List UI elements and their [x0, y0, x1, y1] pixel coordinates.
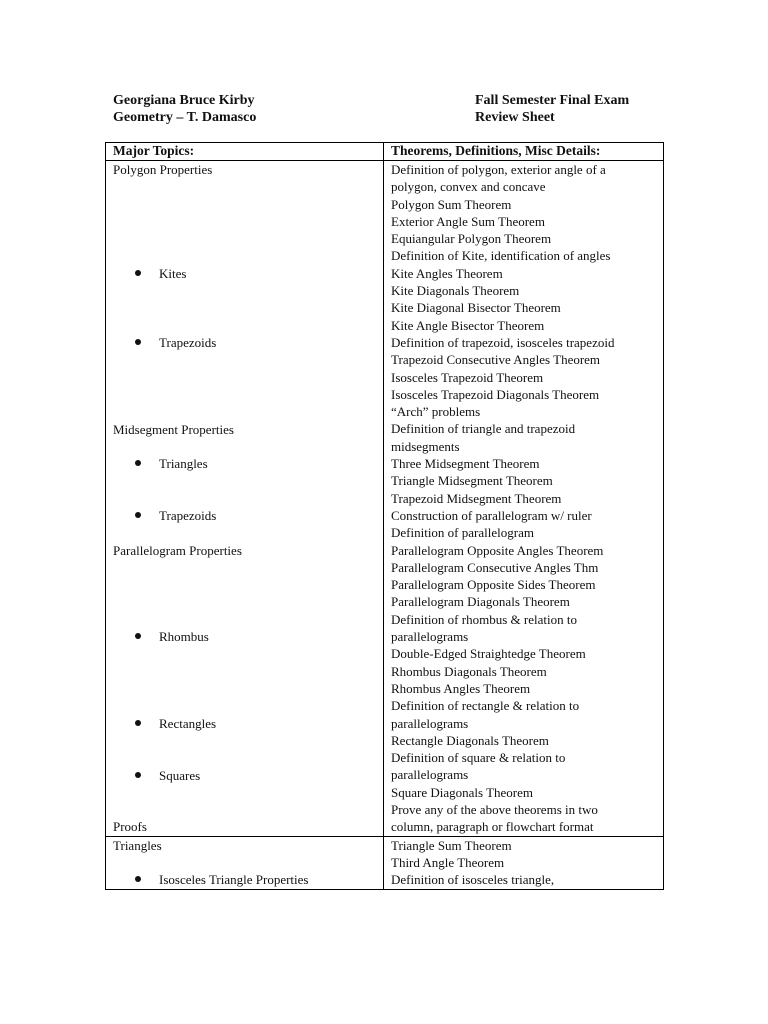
topics-cell — [106, 161, 384, 837]
topic-label: Squares — [159, 767, 201, 783]
topic-label: Isosceles Triangle Properties — [159, 872, 309, 888]
detail-item: Kite Angles Theorem — [391, 265, 503, 281]
detail-item: Parallelogram Consecutive Angles Thm — [391, 559, 599, 575]
detail-item: Construction of parallelogram w/ ruler — [391, 507, 592, 523]
subtopic-item — [135, 871, 308, 888]
detail-item: Exterior Angle Sum Theorem — [391, 213, 545, 229]
topic-item — [113, 421, 234, 438]
bullet-icon — [135, 720, 141, 726]
header-right — [475, 92, 629, 126]
review-table — [105, 142, 664, 890]
subtopic-item — [135, 265, 186, 282]
detail-item: parallelograms — [391, 715, 469, 731]
table-row — [106, 161, 664, 837]
subtopic-item — [135, 767, 200, 784]
detail-item: Kite Diagonals Theorem — [391, 283, 520, 299]
detail-item: Kite Angle Bisector Theorem — [391, 317, 545, 333]
subtopic-item — [135, 334, 216, 351]
detail-item: polygon, convex and concave — [391, 179, 546, 195]
detail-item: Third Angle Theorem — [391, 854, 505, 870]
detail-item: Definition of parallelogram — [391, 525, 534, 541]
bullet-icon — [135, 633, 141, 639]
detail-item: Kite Diagonal Bisector Theorem — [391, 300, 561, 316]
header-left — [113, 92, 256, 126]
detail-item: parallelograms — [391, 767, 469, 783]
topics-list — [113, 837, 376, 889]
topic-label: Rectangles — [159, 715, 217, 731]
bullet-icon — [135, 876, 141, 882]
topic-label: Kites — [159, 265, 187, 281]
exam-title: Fall Semester Final Exam — [475, 93, 630, 108]
topic-item — [113, 161, 212, 178]
sheet-title: Review Sheet — [475, 110, 555, 125]
detail-item: Prove any of the above theorems in two — [391, 801, 598, 817]
detail-item: Trapezoid Midsegment Theorem — [391, 490, 562, 506]
topic-item — [113, 818, 147, 835]
subtopic-item — [135, 507, 216, 524]
topic-item — [113, 837, 162, 854]
details-cell — [384, 161, 664, 837]
topic-label: Proofs — [113, 819, 147, 835]
detail-item: Isosceles Trapezoid Diagonals Theorem — [391, 386, 600, 402]
bullet-icon — [135, 772, 141, 778]
detail-item: Polygon Sum Theorem — [391, 196, 512, 212]
table-row — [106, 836, 664, 889]
bullet-icon — [135, 460, 141, 466]
detail-item: Definition of square & relation to — [391, 750, 566, 766]
school-name: Georgiana Bruce Kirby — [113, 93, 255, 108]
topic-label: Trapezoids — [159, 508, 217, 523]
topic-label: Triangles — [159, 456, 208, 472]
detail-item: Square Diagonals Theorem — [391, 784, 533, 800]
detail-item: Trapezoid Consecutive Angles Theorem — [391, 352, 601, 368]
subtopic-item — [135, 715, 216, 732]
detail-item: Isosceles Trapezoid Theorem — [391, 369, 544, 385]
details-list — [391, 837, 656, 889]
topics-cell — [106, 836, 384, 889]
detail-item: Parallelogram Opposite Sides Theorem — [391, 577, 596, 593]
topic-label: Parallelogram Properties — [113, 542, 242, 558]
detail-item: Rhombus Angles Theorem — [391, 680, 531, 696]
bullet-icon — [135, 512, 141, 518]
bullet-icon — [135, 270, 141, 276]
detail-item: Parallelogram Opposite Angles Theorem — [391, 542, 604, 558]
detail-item: midsegments — [391, 438, 460, 454]
detail-item: parallelograms — [391, 629, 469, 645]
detail-item: Definition of polygon, exterior angle of a — [391, 162, 606, 177]
detail-item: Parallelogram Diagonals Theorem — [391, 594, 570, 610]
table-header-row — [106, 143, 664, 161]
detail-item: Three Midsegment Theorem — [391, 456, 540, 472]
topic-label: Triangles — [113, 837, 162, 853]
detail-item: Definition of rhombus & relation to — [391, 611, 577, 627]
col-header-topics: Major Topics: — [106, 143, 384, 161]
details-list — [391, 161, 656, 836]
topic-label: Rhombus — [159, 629, 209, 645]
detail-item: “Arch” problems — [391, 404, 481, 420]
detail-item: Definition of trapezoid, isosceles trapezoid — [391, 334, 615, 350]
bullet-icon — [135, 339, 141, 345]
detail-item: Definition of triangle and trapezoid — [391, 421, 576, 437]
detail-item: Double-Edged Straightedge Theorem — [391, 646, 586, 662]
detail-item: column, paragraph or flowchart format — [391, 819, 594, 835]
subtopic-item — [135, 455, 208, 472]
topic-label: Trapezoids — [159, 335, 217, 350]
detail-item: Rectangle Diagonals Theorem — [391, 732, 549, 748]
detail-item: Definition of rectangle & relation to — [391, 698, 580, 714]
subtopic-item — [135, 628, 209, 645]
topics-list — [113, 161, 376, 836]
detail-item: Rhombus Diagonals Theorem — [391, 663, 547, 679]
course-teacher: Geometry – T. Damasco — [113, 110, 257, 125]
detail-item: Definition of Kite, identification of angles — [391, 248, 611, 264]
col-header-details: Theorems, Definitions, Misc Details: — [384, 143, 664, 161]
topic-label: Polygon Properties — [113, 162, 213, 177]
topic-label: Midsegment Properties — [113, 421, 234, 437]
detail-item: Equiangular Polygon Theorem — [391, 231, 552, 247]
details-cell — [384, 836, 664, 889]
detail-item: Triangle Midsegment Theorem — [391, 473, 553, 489]
topic-item — [113, 542, 242, 559]
detail-item: Definition of isosceles triangle, — [391, 872, 555, 888]
detail-item: Triangle Sum Theorem — [391, 837, 512, 853]
